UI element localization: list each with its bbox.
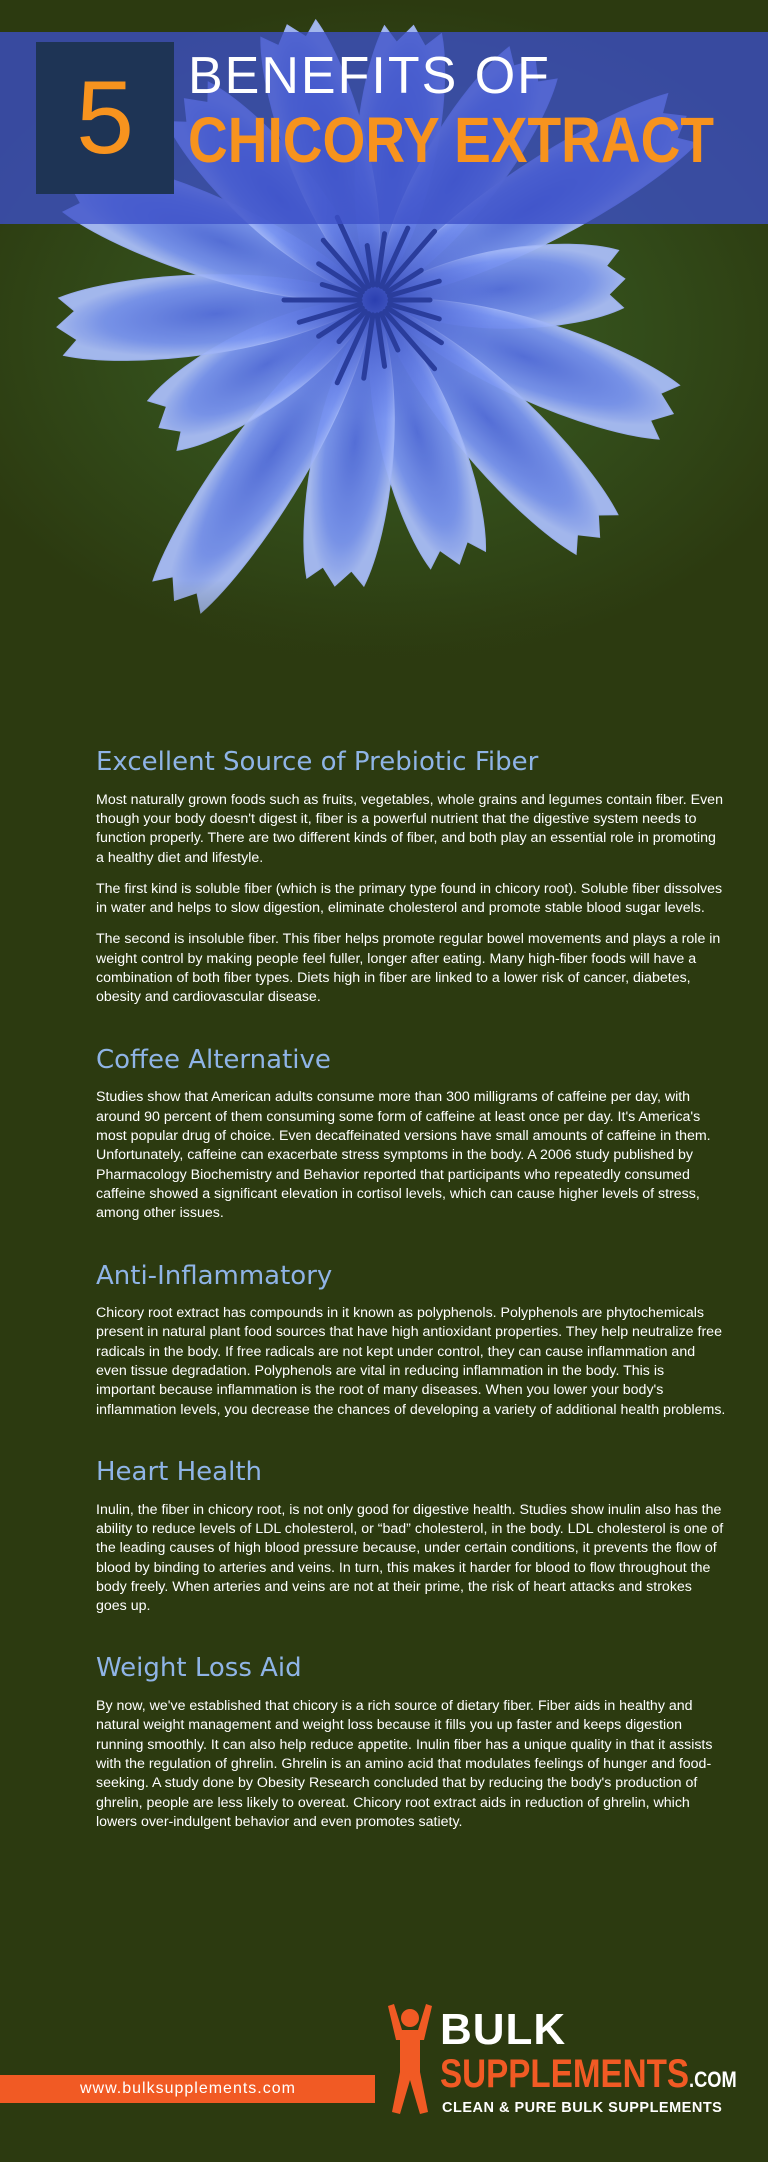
article-content	[96, 748, 726, 1870]
section-heading: Anti-Inflammatory	[96, 1260, 333, 1291]
brand-name-line-1: BULK	[440, 2005, 567, 2054]
section-paragraph: The first kind is soluble fiber (which is the primary type found in chicory root). Soluble fiber dissolves in water and helps to slow digestion, eliminate cholesterol and promote stable blood sugar levels.	[96, 880, 723, 917]
section-heading: Heart Health	[96, 1456, 263, 1487]
section-paragraph: The second is insoluble fiber. This fiber helps promote regular bowel movements and plays a role in weight control by making people feel fuller, longer after eating. Many high-fiber foods will have a combination of both fiber types. Diets high in fiber are linked to a lower risk of cancer, diabetes, obesity and cardiovascular disease.	[96, 931, 721, 1006]
brand-suffix: .COM	[689, 2067, 737, 2092]
section-paragraph: By now, we've established that chicory is a rich source of dietary fiber. Fiber aids in healthy and natural weight management and weight loss because it fills you up faster and keeps digestion running smoothly. It can also help reduce appetite. Inulin fiber has a unique quality in that it assists with the regulation of ghrelin. Ghrelin is an amino acid that modulates feelings of hunger and food-seeking. A study done by Obesity Research concluded that by reducing the body's production of ghrelin, people are less likely to overeat. Chicory root extract aids in reduction of ghrelin, which lowers over-indulgent behavior and even promotes satiety.	[96, 1698, 713, 1830]
section-heading: Coffee Alternative	[96, 1044, 331, 1075]
section-heart-health	[96, 1458, 726, 1616]
brand-name-supplements: SUPPLEMENTS	[440, 2052, 690, 2096]
benefit-count: 5	[76, 60, 134, 176]
section-paragraph: Studies show that American adults consume more than 300 milligrams of caffeine per day, with around 90 percent of them consuming some form of caffeine at least once per day. It's America's most popular drug of choice. Even decaffeinated versions have small amounts of caffeine in them. Unfortunately, caffeine can exacerbate stress symptoms in the body. A 2006 study published by Pharmacology Biochemistry and Behavior reported that participants who repeatedly consumed caffeine showed a significant elevation in cortisol levels, which can cause higher levels of stress, among other issues.	[96, 1089, 711, 1222]
person-flexing-icon	[380, 2000, 440, 2120]
section-paragraph: Inulin, the fiber in chicory root, is not only good for digestive health. Studies show inulin also has the ability to reduce levels of LDL cholesterol, or “bad” cholesterol, in the body. LDL cholesterol is one of the leading causes of high blood pressure because, under certain conditions, it prevents the flow of blood by binding to arteries and veins. In turn, this makes it harder for blood to flow throughout the body freely. When arteries and veins are not at their prime, the risk of heart attacks and strokes goes up.	[96, 1501, 724, 1615]
title-line-1: BENEFITS OF	[188, 47, 551, 105]
website-url-bar[interactable]	[0, 2075, 375, 2103]
section-heading: Excellent Source of Prebiotic Fiber	[96, 747, 539, 777]
section-paragraph: Most naturally grown foods such as fruits, vegetables, whole grains and legumes contain fiber. Even though your body doesn't digest it, fiber is a powerful nutrient that the digestive system needs to function properly. There are two different kinds of fiber, and both play an essential role in promoting a healthy diet and lifestyle.	[96, 791, 723, 866]
section-weight-loss	[96, 1654, 726, 1832]
section-paragraph: Chicory root extract has compounds in it known as polyphenols. Polyphenols are phytochemicals present in natural plant food sources that have high antioxidant properties. They help neutralize free radicals in the body. If free radicals are not kept under control, they can cause inflammation and even tissue degradation. Polyphenols are vital in reducing inflammation in the body. This is important because inflammation is the root of many diseases. When you lower your body's inflammation levels, you decrease the chances of developing a variety of additional health problems.	[96, 1305, 726, 1418]
website-url-link[interactable]: www.bulksupplements.com	[80, 2080, 296, 2097]
section-coffee-alternative	[96, 1046, 726, 1224]
section-heading: Weight Loss Aid	[96, 1653, 302, 1684]
number-badge	[36, 42, 174, 194]
section-anti-inflammatory	[96, 1262, 726, 1420]
title-line-2: CHICORY EXTRACT	[188, 104, 714, 176]
brand-tagline: CLEAN & PURE BULK SUPPLEMENTS	[442, 2100, 723, 2116]
section-prebiotic-fiber	[96, 748, 726, 1008]
brand-name-line-2	[440, 2054, 737, 2094]
